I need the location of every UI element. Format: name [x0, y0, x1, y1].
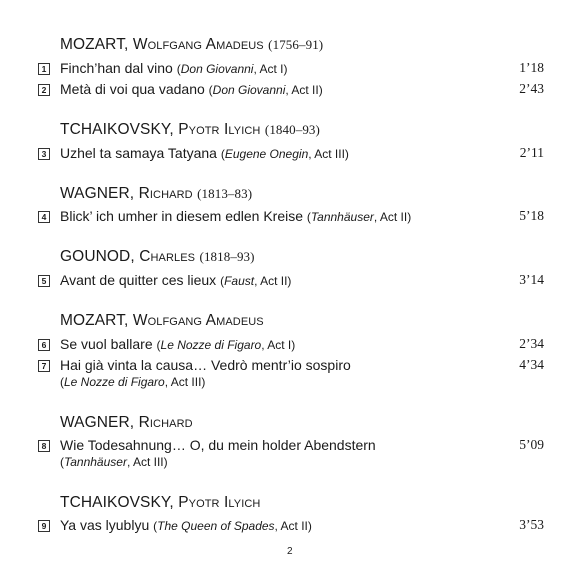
track-duration: 5’09 [519, 437, 544, 452]
opera-act: , Act II) [373, 210, 412, 224]
track-number: 7 [38, 360, 50, 372]
track-number: 1 [38, 63, 50, 75]
track-title: Wie Todesahnung… O, du mein holder Abendstern [60, 437, 376, 453]
track-title-line [60, 208, 411, 224]
track-opera-ref: (Eugene Onegin, Act III) [220, 147, 349, 161]
composer-last-name: MOZART, [60, 36, 129, 53]
track-row [0, 208, 586, 228]
opera-act: , Act III) [164, 375, 206, 389]
track-row [0, 517, 586, 537]
track-number: 2 [38, 84, 50, 96]
composer-last-name: TCHAIKOVSKY, [60, 121, 174, 138]
opera-title: Le Nozze di Figaro [160, 338, 262, 352]
track-opera-ref: (Le Nozze di Figaro, Act III) [60, 375, 206, 389]
composer-heading [60, 121, 320, 139]
track-opera-ref: (Don Giovanni, Act II) [208, 83, 323, 97]
opera-act: , Act III) [308, 147, 349, 161]
composer-heading [60, 36, 323, 54]
track-title-line [60, 81, 323, 97]
composer-first-name: Richard [138, 185, 193, 202]
composer-first-name: Richard [138, 414, 193, 431]
track-row [0, 145, 586, 165]
track-row [0, 357, 586, 377]
composer-last-name: MOZART, [60, 312, 129, 329]
opera-title: Le Nozze di Figaro [64, 375, 165, 389]
composer-first-name: Pyotr Ilyich [178, 121, 261, 138]
track-opera-ref: (Tannhäuser, Act II) [306, 210, 412, 224]
composer-last-name: GOUNOD, [60, 248, 135, 265]
track-title: Se vuol ballare [60, 336, 153, 352]
composer-first-name: Pyotr Ilyich [178, 494, 261, 511]
opera-title: Tannhäuser [64, 455, 127, 469]
track-title-line [60, 517, 312, 533]
track-opera-ref: (Don Giovanni, Act I) [176, 62, 288, 76]
track-title: Blick’ ich umher in diesem edlen Kreise [60, 208, 304, 224]
composer-dates: (1840–93) [264, 122, 320, 137]
track-title-line [60, 272, 291, 288]
track-number: 5 [38, 275, 50, 287]
composer-heading [60, 414, 193, 432]
composer-dates: (1813–83) [197, 186, 253, 201]
opera-act: , Act III) [126, 455, 168, 469]
composer-first-name: Wolfgang Amadeus [132, 312, 264, 329]
track-title: Finch’han dal vino [60, 60, 173, 76]
track-number: 8 [38, 440, 50, 452]
track-opera-ref: (Tannhäuser, Act III) [60, 455, 168, 469]
track-title: Hai già vinta la causa… Vedrò mentr’io sospiro [60, 357, 351, 373]
composer-last-name: WAGNER, [60, 185, 135, 202]
track-title-line [60, 336, 295, 352]
track-number: 6 [38, 339, 50, 351]
opera-title: Don Giovanni [180, 62, 254, 76]
track-duration: 2’43 [519, 81, 544, 96]
opera-act: , Act II) [274, 519, 312, 533]
track-title: Uzhel ta samaya Tatyana [60, 145, 217, 161]
track-number: 4 [38, 211, 50, 223]
track-row [0, 272, 586, 292]
track-title: Avant de quitter ces lieux [60, 272, 217, 288]
track-title-line [60, 145, 349, 161]
track-number: 3 [38, 148, 50, 160]
track-duration: 3’14 [519, 272, 544, 287]
page-number: 2 [287, 546, 293, 557]
composer-heading [60, 185, 252, 203]
opera-act: , Act II) [254, 274, 292, 288]
opera-title: Faust [224, 274, 255, 288]
track-duration: 1’18 [519, 60, 544, 75]
track-row [0, 81, 586, 101]
composer-last-name: TCHAIKOVSKY, [60, 494, 174, 511]
track-opera-ref: (Faust, Act II) [220, 274, 292, 288]
opera-act: , Act I) [261, 338, 296, 352]
track-row [0, 336, 586, 356]
composer-first-name: Charles [139, 248, 196, 265]
track-duration: 5’18 [519, 208, 544, 223]
track-number: 9 [38, 520, 50, 532]
track-title-line [60, 60, 287, 76]
opera-act: , Act I) [253, 62, 288, 76]
composer-heading [60, 312, 264, 330]
composer-last-name: WAGNER, [60, 414, 135, 431]
opera-title: Eugene Onegin [224, 147, 309, 161]
opera-title: Tannhäuser [310, 210, 374, 224]
opera-act: , Act II) [285, 83, 323, 97]
composer-heading [60, 248, 255, 266]
track-duration: 3’53 [519, 517, 544, 532]
opera-title: Don Giovanni [212, 83, 286, 97]
track-duration: 2’11 [519, 145, 544, 160]
composer-dates: (1818–93) [199, 249, 255, 264]
composer-first-name: Wolfgang Amadeus [132, 36, 264, 53]
opera-title: The Queen of Spades [157, 519, 275, 533]
track-title: Ya vas lyublyu [60, 517, 150, 533]
track-row [0, 60, 586, 80]
track-title: Metà di voi qua vadano [60, 81, 205, 97]
composer-heading [60, 494, 260, 512]
track-opera-ref: (Le Nozze di Figaro, Act I) [156, 338, 296, 352]
track-opera-ref: (The Queen of Spades, Act II) [153, 519, 312, 533]
track-duration: 4’34 [519, 357, 544, 372]
composer-dates: (1756–91) [268, 37, 324, 52]
track-duration: 2’34 [519, 336, 544, 351]
track-row [0, 437, 586, 457]
